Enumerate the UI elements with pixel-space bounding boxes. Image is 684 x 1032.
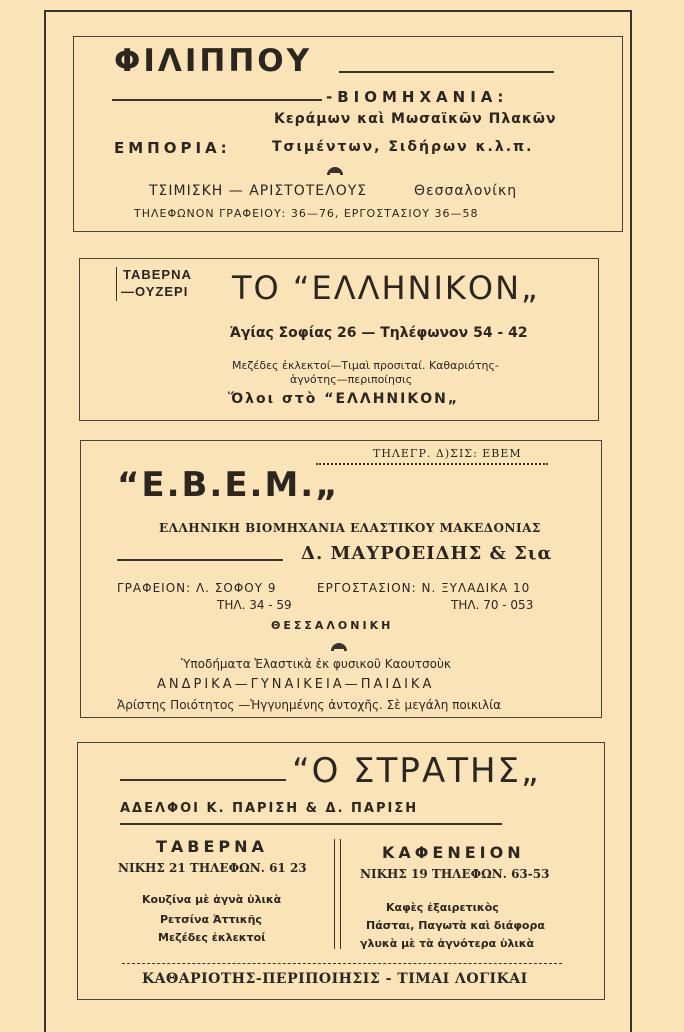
ad4-owners-rule <box>120 823 502 825</box>
ad3-company: ΕΛΛΗΝΙΚΗ ΒΙΟΜΗΧΑΝΙΑ ΕΛΑΣΤΙΚΟΥ ΜΑΚΕΔΟΝΙΑΣ <box>159 521 541 535</box>
ad4-footer-rule <box>122 963 562 964</box>
ad3-range: ΑΝΔΡΙΚΑ—ΓΥΝΑΙΚΕΙΑ—ΠΑΙΔΙΚΑ <box>157 677 435 692</box>
ad2-desc-line2: ἁγνότης—περιποίησις <box>290 373 413 386</box>
ad1-trade-label: ΕΜΠΟΡΙΑ: <box>114 139 231 157</box>
ad3-city: ΘΕΣΣΑΛΟΝΙΚΗ <box>271 619 394 632</box>
ad3-owner: Δ. ΜΑΥΡΟΕΙΔΗΣ & Σια <box>301 543 553 564</box>
ad4-left-l3: Μεζέδες ἐκλεκτοί <box>158 931 266 944</box>
ad4-divider <box>334 839 341 949</box>
ad4-right-l3: γλυκὰ μὲ τὰ ἁγνότερα ὑλικὰ <box>360 937 535 950</box>
ad4-left-title: ΤΑΒΕΡΝΑ <box>156 837 268 856</box>
ad3-office-tel: ΤΗΛ. 34 - 59 <box>217 598 292 612</box>
ad4-rule-left <box>120 779 286 781</box>
ad3-office: ΓΡΑΦΕΙΟΝ: Λ. ΣΟΦΟΥ 9 <box>117 581 277 595</box>
ad3-factory: ΕΡΓΟΣΤΑΣΙΟΝ: Ν. ΞΥΛΑΔΙΚΑ 10 <box>317 581 531 595</box>
ad1-phones: ΤΗΛΕΦΩΝΟΝ ΓΡΑΦΕΙΟΥ: 36—76, ΕΡΓΟΣΤΑΣΙΟΥ 36—58 <box>134 207 479 220</box>
ad-ellinikon <box>79 258 599 421</box>
ad3-ornament <box>331 643 347 651</box>
ad-evem <box>80 440 602 718</box>
ad3-rule-left <box>117 559 283 561</box>
ad1-rule-top <box>339 71 554 73</box>
ad4-footer: ΚΑΘΑΡΙΟΤΗΣ-ΠΕΡΙΠΟΙΗΣΙΣ - ΤΙΜΑΙ ΛΟΓΙΚΑΙ <box>142 971 528 987</box>
ad3-product: Ὑποδήματα Ἐλαστικὰ ἐκ φυσικοῦ Καουτσοὺκ <box>181 657 451 671</box>
ad2-name: ΤΟ “ΕΛΛΗΝΙΚΟΝ„ <box>232 269 540 307</box>
ad1-ornament <box>327 167 343 175</box>
ad2-type-line1: ΤΑΒΕΡΝΑ <box>123 267 192 282</box>
ad2-type-box <box>116 267 215 301</box>
ad3-quality: Ἀρίστης Ποιότητος —Ἠγγυημένης ἀντοχῆς. Σὲ μεγάλη ποικιλία <box>117 698 502 712</box>
ad1-industry: -ΒΙΟΜΗΧΑΝΙΑ: <box>326 88 509 106</box>
ad2-type-line2: —ΟΥΖΕΡΙ <box>121 284 189 299</box>
ad1-city: Θεσσαλονίκη <box>414 183 518 199</box>
ad3-factory-tel: ΤΗΛ. 70 - 053 <box>451 598 534 612</box>
ad4-left-addr: ΝΙΚΗΣ 21 ΤΗΛΕΦΩΝ. 61 23 <box>118 861 307 875</box>
ad4-right-l2: Πάσται, Παγωτὰ καὶ διάφορα <box>366 919 545 932</box>
ad4-right-l1: Καφὲς ἐξαιρετικὸς <box>386 901 499 914</box>
ad4-owners: ΑΔΕΛΦΟΙ Κ. ΠΑΡΙΣΗ & Δ. ΠΑΡΙΣΗ <box>120 801 419 816</box>
ad3-telegr: ΤΗΛΕΓΡ. Δ)ΣΙΣ: ΕΒΕΜ <box>373 447 522 460</box>
ad-stratis <box>77 742 605 1000</box>
ad1-name: ΦΙΛΙΠΠΟΥ <box>114 43 313 79</box>
ad4-right-title: ΚΑΦΕΝΕΙΟΝ <box>382 843 525 862</box>
ad1-address: ΤΣΙΜΙΣΚΗ — ΑΡΙΣΤΟΤΕΛΟΥΣ <box>149 183 368 199</box>
ad4-right-addr: ΝΙΚΗΣ 19 ΤΗΛΕΦΩΝ. 63-53 <box>360 867 550 881</box>
ad4-left-l2: Ρετσίνα Ἀττικῆς <box>160 913 262 926</box>
ad1-rule-left <box>112 99 322 101</box>
ad-filippou <box>73 36 623 232</box>
ad3-name: “Ε.Β.Ε.Μ.„ <box>117 465 340 505</box>
ad4-name: “Ο ΣΤΡΑΤΗΣ„ <box>292 751 541 791</box>
ad4-left-l1: Κουζίνα μὲ ἁγνὰ ὑλικὰ <box>142 893 282 906</box>
ad2-desc-line1: Μεζέδες ἐκλεκτοί—Τιμαὶ προσιταί. Καθαριότης- <box>232 359 499 372</box>
ad2-slogan: Ὅλοι στὸ “ΕΛΛΗΝΙΚΟΝ„ <box>228 391 460 407</box>
ad2-address: Ἁγίας Σοφίας 26 — Τηλέφωνον 54 - 42 <box>230 325 528 341</box>
ad3-dotted-rule <box>316 463 548 465</box>
ad1-trade-desc: Τσιμέντων, Σιδήρων κ.λ.π. <box>272 139 534 155</box>
ad1-industry-desc: Κεράμων καὶ Μωσαϊκῶν Πλακῶν <box>274 111 557 127</box>
